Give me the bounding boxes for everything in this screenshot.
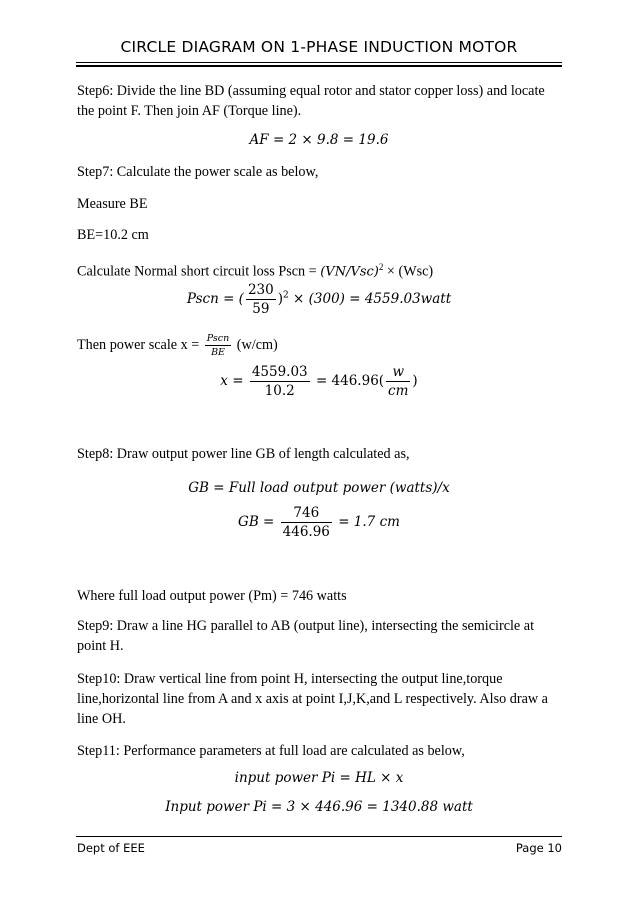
pscn-paragraph	[77, 257, 563, 283]
power-scale-paragraph	[77, 333, 563, 358]
x-eq-unit-den: cm	[388, 383, 409, 399]
pscn-tail: × (Wsc)	[386, 263, 434, 280]
pscn-text: Calculate Normal short circuit loss Pscn =	[77, 263, 317, 280]
footer-page-number: Page 10	[515, 841, 562, 855]
gb-eq2-den: 446.96	[282, 524, 330, 540]
x-eq-num: 4559.03	[251, 364, 308, 380]
measure-be-text: Measure BE	[77, 196, 148, 212]
pscn-eq-num: 230	[247, 282, 274, 298]
power-scale-num: Pscn	[206, 333, 230, 344]
footer-department: Dept of EEE	[77, 841, 145, 855]
equation-gb-1	[0, 480, 638, 496]
gb-eq1-text: GB = Full load output power (watts)/x	[188, 480, 450, 496]
pscn-eq-den: 59	[246, 299, 276, 317]
header-rule-thin	[76, 62, 562, 63]
footer-rule	[76, 836, 562, 837]
power-scale-text: Then power scale x =	[77, 336, 200, 353]
x-eq-unit-num: w	[386, 364, 410, 382]
power-scale-unit: (w/cm)	[236, 336, 278, 353]
gb-eq2-rhs: = 1.7 cm	[338, 514, 400, 530]
gb-eq2-lhs: GB =	[238, 514, 275, 530]
gb-eq2-num: 746	[281, 505, 332, 523]
step6-paragraph: Step6: Divide the line BD (assuming equal rotor and stator copper loss) and locate the point F. Then join AF (Torque line).	[77, 83, 545, 119]
x-eq-mid: = 446.96(	[315, 373, 385, 389]
equation-gb-2	[0, 505, 638, 540]
x-eq-unit-fraction	[386, 364, 410, 399]
equation-input-power-1	[0, 770, 638, 786]
x-eq-lhs: x =	[220, 373, 244, 389]
header-rule-thick	[76, 65, 562, 67]
step7-paragraph: Step7: Calculate the power scale as below,	[77, 164, 319, 180]
x-eq-den: 10.2	[264, 383, 295, 399]
step8-paragraph: Step8: Draw output power line GB of length calculated as,	[77, 446, 410, 462]
pscn-eq-lhs: Pscn = (	[186, 291, 244, 307]
equation-pscn: Pscn = ( $\frac{230}{59}$ )$^2$ × (300) = 4559.03watt	[186, 282, 452, 317]
pscn-formula: (VN/Vsc)	[320, 264, 379, 280]
be-value-text: BE=10.2 cm	[77, 227, 149, 243]
pscn-eq-fraction	[246, 282, 276, 317]
input-power-eq2: Input power Pi = 3 × 446.96 = 1340.88 watt	[165, 799, 473, 815]
step10-paragraph: Step10: Draw vertical line from point H, intersecting the output line,torque line,horizontal line from A and x axis at point I,J,K,and L respectively. Also draw a line OH.	[77, 671, 548, 727]
full-load-text: Where full load output power (Pm) = 746 watts	[77, 588, 347, 604]
pscn-exponent: 2	[378, 262, 384, 272]
power-scale-fraction	[205, 333, 231, 358]
x-eq-fraction	[250, 364, 310, 399]
equation-af-text: AF = 2 × 9.8 = 19.6	[249, 132, 389, 148]
power-scale-den: BE	[211, 347, 225, 358]
equation-x	[0, 364, 638, 399]
step9-paragraph: Step9: Draw a line HG parallel to AB (output line), intersecting the semicircle at point H.	[77, 618, 535, 654]
pscn-eq-rhs: × (300) = 4559.03watt	[293, 291, 452, 307]
page-header-title: CIRCLE DIAGRAM ON 1-PHASE INDUCTION MOTOR	[120, 38, 518, 56]
x-eq-close: )	[412, 373, 418, 389]
input-power-eq1: input power Pi = HL × x	[234, 770, 404, 786]
equation-af	[0, 132, 638, 148]
equation-input-power-2	[0, 799, 638, 815]
step11-paragraph: Step11: Performance parameters at full load are calculated as below,	[77, 743, 465, 759]
gb-eq2-fraction	[281, 505, 332, 540]
